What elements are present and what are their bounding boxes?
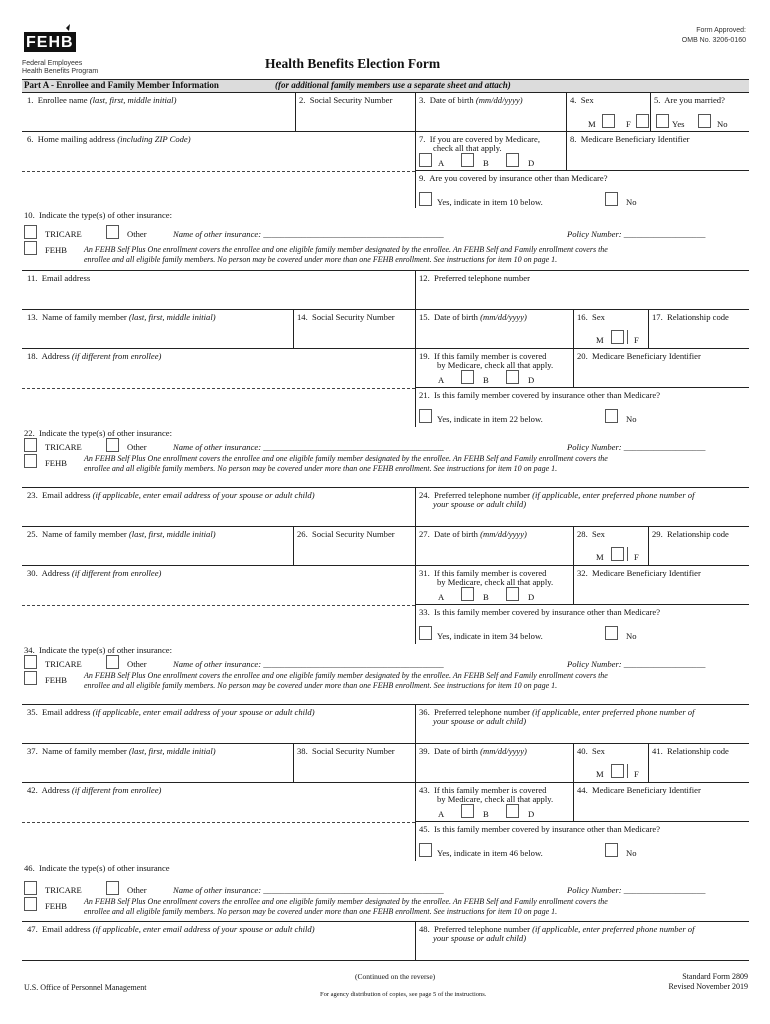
member-mbi-label: 20. Medicare Beneficiary Identifier xyxy=(577,351,701,361)
member-sex-m-checkbox[interactable] xyxy=(611,764,624,778)
medicare-b-checkbox[interactable] xyxy=(506,153,519,167)
member-sex-divider xyxy=(627,330,628,344)
member-sex-label: 16. Sex xyxy=(577,312,605,322)
item-5-label: 5. Are you married? xyxy=(654,95,725,105)
member-medicare-label-a: 19. If this family member is covered xyxy=(419,351,547,361)
member-medicare-b-label: B xyxy=(483,592,489,602)
policy-number: Policy Number: ___________________ xyxy=(567,229,706,239)
item-7-label-a: 7. If you are covered by Medicare, xyxy=(419,134,540,144)
member-sex-label: 40. Sex xyxy=(577,746,605,756)
fehb-note-line-1: An FEHB Self Plus One enrollment covers the enrollee and one eligible family member designated by the enrollee. An FEHB Self and Family enrollment covers the xyxy=(84,245,608,254)
member-covered-yes-label: Yes, indicate in item 22 below. xyxy=(437,414,543,424)
member-covered-yes-label: Yes, indicate in item 46 below. xyxy=(437,848,543,858)
member-sex-f-label: F xyxy=(634,769,639,779)
member-medicare-label-b: by Medicare, check all that apply. xyxy=(437,794,554,804)
member-other-label: Other xyxy=(127,885,147,895)
member-medicare-d-label: D xyxy=(528,809,535,819)
member-policy-number: Policy Number: ___________________ xyxy=(567,659,706,669)
other-ins-no-checkbox[interactable] xyxy=(605,192,618,206)
agency-line-2: Health Benefits Program xyxy=(22,68,99,75)
member-name-label: 37. Name of family member (last, first, middle initial) xyxy=(27,746,216,756)
member-phone-label: 48. Preferred telephone number (if applicable, enter preferred phone number of xyxy=(419,924,695,934)
member-ssn-label: 14. Social Security Number xyxy=(297,312,395,322)
medicare-a-label: A xyxy=(438,158,445,168)
logo-text: FEHB xyxy=(26,34,74,51)
member-other-ins-name: Name of other insurance: __________________________________________ xyxy=(173,885,444,895)
member-medicare-label-b: by Medicare, check all that apply. xyxy=(437,577,554,587)
member-dob-label: 39. Date of birth (mm/dd/yyyy) xyxy=(419,746,527,756)
member-fehb-note-1: An FEHB Self Plus One enrollment covers the enrollee and one eligible family member designated by the enrollee. An FEHB Self and Family enrollment covers the xyxy=(84,671,608,680)
member-covered-yes-checkbox[interactable] xyxy=(419,409,432,423)
member-covered-yes-checkbox[interactable] xyxy=(419,843,432,857)
member-relationship-label: 29. Relationship code xyxy=(652,529,729,539)
member-email-label: 47. Email address (if applicable, enter email address of your spouse or adult child) xyxy=(27,924,315,934)
member-relationship-label: 41. Relationship code xyxy=(652,746,729,756)
member-tricare-label: TRICARE xyxy=(45,442,82,452)
form-title: Health Benefits Election Form xyxy=(265,56,441,71)
part-a-title: Part A - Enrollee and Family Member Information xyxy=(24,80,219,90)
sex-f-checkbox[interactable] xyxy=(636,114,649,128)
member-sex-divider xyxy=(627,547,628,561)
member-tricare-label: TRICARE xyxy=(45,885,82,895)
member-sex-f-label: F xyxy=(634,552,639,562)
member-name-label: 13. Name of family member (last, first, middle initial) xyxy=(27,312,216,322)
married-yes-label: Yes xyxy=(672,119,685,129)
member-medicare-label-a: 43. If this family member is covered xyxy=(419,785,547,795)
member-email-label: 23. Email address (if applicable, enter email address of your spouse or adult child) xyxy=(27,490,315,500)
form-approved: Form Approved: xyxy=(696,27,746,34)
married-no-label: No xyxy=(717,119,728,129)
sex-f-label: F xyxy=(626,119,631,129)
member-phone-label: 24. Preferred telephone number (if applicable, enter preferred phone number of xyxy=(419,490,695,500)
item-8-label: 8. Medicare Beneficiary Identifier xyxy=(570,134,690,144)
member-fehb-label: FEHB xyxy=(45,901,67,911)
member-medicare-b-label: B xyxy=(483,375,489,385)
member-ssn-label: 38. Social Security Number xyxy=(297,746,395,756)
member-medicare-label-a: 31. If this family member is covered xyxy=(419,568,547,578)
member-other-label: Other xyxy=(127,442,147,452)
member-medicare-a-label: A xyxy=(438,375,445,385)
member-medicare-a-checkbox[interactable] xyxy=(461,804,474,818)
medicare-d-label: D xyxy=(528,158,535,168)
member-tricare-checkbox[interactable] xyxy=(24,655,37,669)
item-10-label: 10. Indicate the type(s) of other insurance: xyxy=(24,210,172,220)
member-other-checkbox[interactable] xyxy=(106,655,119,669)
item-12-label: 12. Preferred telephone number xyxy=(419,273,530,283)
member-address-label: 18. Address (if different from enrollee) xyxy=(27,351,162,361)
member-policy-number: Policy Number: ___________________ xyxy=(567,442,706,452)
tricare-checkbox[interactable] xyxy=(24,225,37,239)
fehb-logo xyxy=(22,22,78,56)
member-fehb-checkbox[interactable] xyxy=(24,454,37,468)
sex-m-label: M xyxy=(588,119,596,129)
member-medicare-b-label: B xyxy=(483,809,489,819)
member-phone-format: your spouse or adult child) xyxy=(433,933,527,943)
fehb-label: FEHB xyxy=(45,245,67,255)
member-covered-no-label: No xyxy=(626,631,637,641)
item-3-label: 3. Date of birth (mm/dd/yyyy) xyxy=(419,95,523,105)
member-sex-divider xyxy=(627,764,628,778)
item-6-label: 6. Home mailing address (including ZIP Code) xyxy=(27,134,191,144)
member-sex-m-label: M xyxy=(596,769,604,779)
member-other-ins-name: Name of other insurance: __________________________________________ xyxy=(173,442,444,452)
member-tricare-label: TRICARE xyxy=(45,659,82,669)
sex-m-checkbox[interactable] xyxy=(602,114,615,128)
member-medicare-a-label: A xyxy=(438,809,445,819)
other-ins-yes-label: Yes, indicate in item 10 below. xyxy=(437,197,543,207)
item-2-label: 2. Social Security Number xyxy=(299,95,393,105)
member-medicare-d-label: D xyxy=(528,375,535,385)
member-medicare-b-checkbox[interactable] xyxy=(506,587,519,601)
member-medicare-a-checkbox[interactable] xyxy=(461,370,474,384)
member-sex-m-label: M xyxy=(596,335,604,345)
member-fehb-checkbox[interactable] xyxy=(24,671,37,685)
member-covered-question: 33. Is this family member covered by insurance other than Medicare? xyxy=(419,607,661,617)
agency-line-1: Federal Employees xyxy=(22,60,83,67)
item-7-label-b: check all that apply. xyxy=(433,143,502,153)
member-fehb-note-1: An FEHB Self Plus One enrollment covers the enrollee and one eligible family member designated by the enrollee. An FEHB Self and Family enrollment covers the xyxy=(84,897,608,906)
member-phone-format: your spouse or adult child) xyxy=(433,499,527,509)
member-tricare-checkbox[interactable] xyxy=(24,881,37,895)
footer-continued: (Continued on the reverse) xyxy=(355,972,436,981)
member-address-label: 30. Address (if different from enrollee) xyxy=(27,568,162,578)
member-medicare-a-label: A xyxy=(438,592,445,602)
omb-number: OMB No. 3206-0160 xyxy=(681,37,746,44)
member-indicate-label: 34. Indicate the type(s) of other insurance: xyxy=(24,645,172,655)
member-covered-no-label: No xyxy=(626,414,637,424)
other-ins-yes-checkbox[interactable] xyxy=(419,192,432,206)
footer-distribution: For agency distribution of copies, see page 5 of the instructions. xyxy=(320,991,487,998)
fehb-checkbox[interactable] xyxy=(24,241,37,255)
member-fehb-note-2: enrollee and all eligible family members. No person may be covered under more than one FEHB enrollment. See instructions for item 10 on page 1. xyxy=(84,464,558,473)
member-covered-no-checkbox[interactable] xyxy=(605,409,618,423)
medicare-a-checkbox[interactable] xyxy=(461,153,474,167)
fehb-note-line-2: enrollee and all eligible family members. No person may be covered under more than one FEHB enrollment. See instructions for item 10 on page 1. xyxy=(84,255,558,264)
member-medicare-label-b: by Medicare, check all that apply. xyxy=(437,360,554,370)
member-email-label: 35. Email address (if applicable, enter email address of your spouse or adult child) xyxy=(27,707,315,717)
other-ins-no-label: No xyxy=(626,197,637,207)
member-covered-question: 45. Is this family member covered by insurance other than Medicare? xyxy=(419,824,661,834)
member-indicate-label: 22. Indicate the type(s) of other insurance: xyxy=(24,428,172,438)
item-9-label: 9. Are you covered by insurance other than Medicare? xyxy=(419,173,608,183)
member-name-label: 25. Name of family member (last, first, middle initial) xyxy=(27,529,216,539)
tricare-label: TRICARE xyxy=(45,229,82,239)
member-address-label: 42. Address (if different from enrollee) xyxy=(27,785,162,795)
other-ins-name: Name of other insurance: __________________________________________ xyxy=(173,229,444,239)
footer-sf: Standard Form 2809 xyxy=(682,972,748,981)
member-sex-m-checkbox[interactable] xyxy=(611,330,624,344)
footer-agency: U.S. Office of Personnel Management xyxy=(24,983,147,992)
member-ssn-label: 26. Social Security Number xyxy=(297,529,395,539)
member-tricare-checkbox[interactable] xyxy=(24,438,37,452)
member-fehb-checkbox[interactable] xyxy=(24,897,37,911)
member-covered-no-label: No xyxy=(626,848,637,858)
medicare-a-checkbox-spacer[interactable] xyxy=(419,153,432,167)
member-sex-label: 28. Sex xyxy=(577,529,605,539)
member-fehb-label: FEHB xyxy=(45,458,67,468)
member-medicare-a-checkbox[interactable] xyxy=(461,587,474,601)
member-medicare-b-checkbox[interactable] xyxy=(506,370,519,384)
married-yes-checkbox[interactable] xyxy=(656,114,669,128)
item-11-label: 11. Email address xyxy=(27,273,91,283)
member-sex-m-label: M xyxy=(596,552,604,562)
other-checkbox[interactable] xyxy=(106,225,119,239)
footer-revised: Revised November 2019 xyxy=(668,982,748,991)
member-covered-yes-checkbox[interactable] xyxy=(419,626,432,640)
member-medicare-b-checkbox[interactable] xyxy=(506,804,519,818)
member-sex-f-label: F xyxy=(634,335,639,345)
part-a-note: (for additional family members use a separate sheet and attach) xyxy=(275,80,511,90)
member-fehb-note-1: An FEHB Self Plus One enrollment covers the enrollee and one eligible family member designated by the enrollee. An FEHB Self and Family enrollment covers the xyxy=(84,454,608,463)
member-mbi-label: 44. Medicare Beneficiary Identifier xyxy=(577,785,701,795)
married-no-checkbox[interactable] xyxy=(698,114,711,128)
member-other-ins-name: Name of other insurance: __________________________________________ xyxy=(173,659,444,669)
other-label: Other xyxy=(127,229,147,239)
member-dob-label: 15. Date of birth (mm/dd/yyyy) xyxy=(419,312,527,322)
member-relationship-label: 17. Relationship code xyxy=(652,312,729,322)
member-covered-yes-label: Yes, indicate in item 34 below. xyxy=(437,631,543,641)
member-covered-no-checkbox[interactable] xyxy=(605,626,618,640)
member-medicare-d-label: D xyxy=(528,592,535,602)
member-fehb-label: FEHB xyxy=(45,675,67,685)
member-other-checkbox[interactable] xyxy=(106,438,119,452)
member-other-checkbox[interactable] xyxy=(106,881,119,895)
member-covered-no-checkbox[interactable] xyxy=(605,843,618,857)
member-indicate-label: 46. Indicate the type(s) of other insurance xyxy=(24,863,170,873)
member-fehb-note-2: enrollee and all eligible family members. No person may be covered under more than one FEHB enrollment. See instructions for item 10 on page 1. xyxy=(84,907,558,916)
member-sex-m-checkbox[interactable] xyxy=(611,547,624,561)
item-1-label: 1. Enrollee name (last, first, middle initial) xyxy=(27,95,177,105)
member-dob-label: 27. Date of birth (mm/dd/yyyy) xyxy=(419,529,527,539)
member-policy-number: Policy Number: ___________________ xyxy=(567,885,706,895)
item-4-label: 4. Sex xyxy=(570,95,594,105)
member-covered-question: 21. Is this family member covered by insurance other than Medicare? xyxy=(419,390,661,400)
member-mbi-label: 32. Medicare Beneficiary Identifier xyxy=(577,568,701,578)
member-phone-format: your spouse or adult child) xyxy=(433,716,527,726)
member-phone-label: 36. Preferred telephone number (if applicable, enter preferred phone number of xyxy=(419,707,695,717)
member-other-label: Other xyxy=(127,659,147,669)
medicare-b-label: B xyxy=(483,158,489,168)
member-fehb-note-2: enrollee and all eligible family members. No person may be covered under more than one FEHB enrollment. See instructions for item 10 on page 1. xyxy=(84,681,558,690)
